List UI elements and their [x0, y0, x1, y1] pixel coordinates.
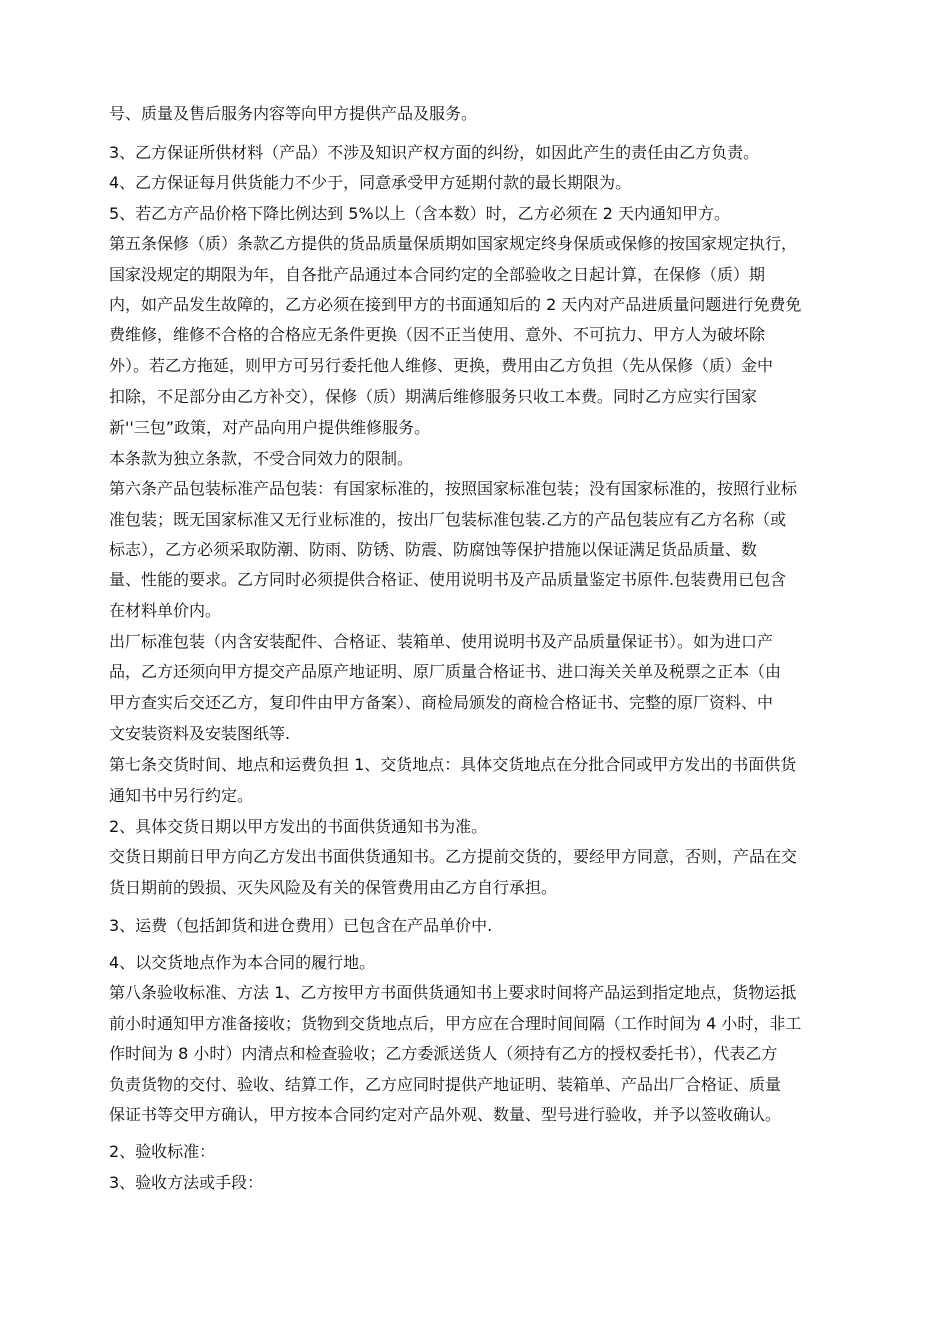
text-line: 3、验收方法或手段： — [109, 1173, 264, 1192]
text-line: 通知书中另行约定。 — [109, 786, 254, 805]
text-line: 4、乙方保证每月供货能力不少于，同意承受甲方延期付款的最长期限为。 — [109, 173, 632, 192]
text-line: 出厂标准包装（内含安装配件、合格证、装箱单、使用说明书及产品质量保证书）。如为进口产 — [109, 632, 774, 651]
text-line: 扣除，不足部分由乙方补交），保修（质）期满后维修服务只收工本费。同时乙方应实行国家 — [109, 387, 758, 406]
text-line: 准包装；既无国家标准又无行业标准的，按出厂包装标准包装.乙方的产品包装应有乙方名称（或 — [109, 510, 787, 529]
text-line: 文安装资料及安装图纸等. — [109, 724, 291, 743]
text-line: 前小时通知甲方准备接收；货物到交货地点后，甲方应在合理时间间隔（工作时间为 4 小时，非工 — [109, 1014, 802, 1033]
text-line: 作时间为 8 小时）内清点和检查验收；乙方委派送货人（须持有乙方的授权委托书），代表乙方 — [109, 1044, 778, 1063]
text-line: 4、以交货地点作为本合同的履行地。 — [109, 953, 376, 972]
text-line: 第五条保修（质）条款乙方提供的货品质量保质期如国家规定终身保质或保修的按国家规定执行， — [109, 234, 798, 253]
text-line: 2、具体交货日期以甲方发出的书面供货通知书为准。 — [109, 817, 488, 836]
text-line: 第六条产品包装标准产品包装：有国家标准的，按照国家标准包装；没有国家标准的，按照行业标 — [109, 479, 798, 498]
text-line: 第八条验收标准、方法 1、乙方按甲方书面供货通知书上要求时间将产品运到指定地点，货物运抵 — [109, 983, 797, 1002]
text-line: 负责货物的交付、验收、结算工作，乙方应同时提供产地证明、装箱单、产品出厂合格证、质量 — [109, 1075, 782, 1094]
text-line: 2、验收标准： — [109, 1142, 216, 1161]
text-line: 内，如产品发生故障的，乙方必须在接到甲方的书面通知后的 2 天内对产品进质量问题进行免费免 — [109, 295, 802, 314]
text-line: 5、若乙方产品价格下降比例达到 5%以上（含本数）时，乙方必须在 2 天内通知甲方。 — [109, 204, 731, 223]
text-line: 品，乙方还须向甲方提交产品原产地证明、原厂质量合格证书、进口海关关单及税票之正本（由 — [109, 662, 782, 681]
text-line: 外）。若乙方拖延，则甲方可另行委托他人维修、更换，费用由乙方负担（先从保修（质）金中 — [109, 356, 774, 375]
text-line: 保证书等交甲方确认，甲方按本合同约定对产品外观、数量、型号进行验收，并予以签收确认。 — [109, 1105, 782, 1124]
text-line: 在材料单价内。 — [109, 601, 222, 620]
text-line: 号、质量及售后服务内容等向甲方提供产品及服务。 — [109, 104, 478, 123]
text-line: 甲方查实后交还乙方，复印件由甲方备案）、商检局颁发的商检合格证书、完整的原厂资料、中 — [109, 693, 774, 712]
text-line: 新''三包”政策，对产品向用户提供维修服务。 — [109, 418, 431, 437]
text-line: 标志），乙方必须采取防潮、防雨、防锈、防震、防腐蚀等保护措施以保证满足货品质量、数 — [109, 540, 758, 559]
text-line: 费维修，维修不合格的合格应无条件更换（因不正当使用、意外、不可抗力、甲方人为破坏除 — [109, 325, 766, 344]
text-line: 3、乙方保证所供材料（产品）不涉及知识产权方面的纠纷，如因此产生的责任由乙方负责。 — [109, 143, 760, 162]
text-line: 国家没规定的期限为年，自各批产品通过本合同约定的全部验收之日起计算，在保修（质）期 — [109, 265, 766, 284]
text-line: 本条款为独立条款，不受合同效力的限制。 — [109, 449, 414, 468]
text-line: 量、性能的要求。乙方同时必须提供合格证、使用说明书及产品质量鉴定书原件.包装费用已包含 — [109, 570, 787, 589]
text-line: 交货日期前日甲方向乙方发出书面供货通知书。乙方提前交货的，要经甲方同意，否则，产品在交 — [109, 847, 798, 866]
text-line: 第七条交货时间、地点和运费负担 1、交货地点：具体交货地点在分批合同或甲方发出的书面供货 — [109, 755, 797, 774]
text-line: 货日期前的毁损、灭失风险及有关的保管费用由乙方自行承担。 — [109, 878, 558, 897]
text-line: 3、运费（包括卸货和进仓费用）已包含在产品单价中. — [109, 916, 493, 935]
